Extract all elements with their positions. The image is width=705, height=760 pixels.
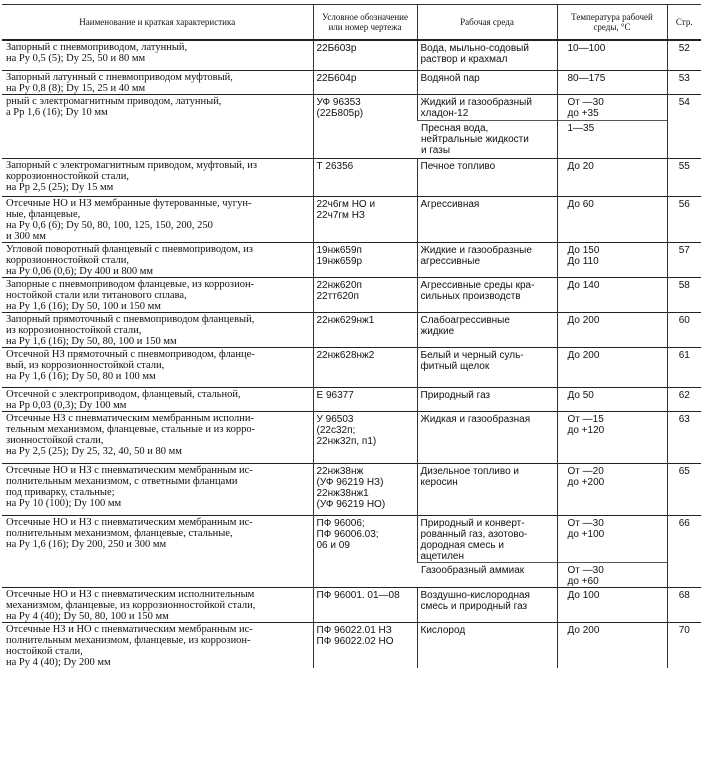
cell-line: ПФ 96022.01 НЗ (316, 624, 392, 636)
cell-line: ностойкой стали, (6, 645, 83, 657)
cell-temp (557, 196, 667, 242)
cell-line: Вода, мыльно-содовый (420, 43, 529, 54)
cell-line: коррозионностойкой стали, (6, 254, 129, 266)
cell-page: 60 (667, 312, 701, 347)
cell-name (2, 196, 313, 242)
cell-page: 53 (667, 70, 701, 94)
cell-temp (557, 562, 667, 587)
cell-line: рный с электромагнитным приводом, латунный, (6, 95, 222, 107)
table-body (2, 40, 701, 668)
cell-temp (557, 387, 667, 411)
cell-line: Агрессивные среды кра- (420, 279, 535, 291)
cell-env (417, 411, 557, 463)
cell-line: Агрессивная (420, 198, 480, 210)
cell-line: Кислород (420, 624, 466, 636)
table-row (2, 277, 701, 312)
cell-env (417, 196, 557, 242)
cell-line: 22нж628нж2 (316, 349, 375, 361)
cell-line: Отсечные НО и НЗ мембранные футерованные, чугун- (6, 197, 252, 209)
cell-temp (557, 120, 667, 158)
cell-line: 22ч7гм НЗ (316, 209, 365, 221)
valves-table (2, 4, 701, 668)
cell-line: смесь и природный газ (420, 600, 528, 612)
cell-page: 57 (667, 242, 701, 277)
cell-line: на Pу 10 (100); Dу 100 мм (6, 497, 122, 509)
cell-page: 65 (667, 463, 701, 515)
cell-env (417, 40, 557, 70)
cell-line: Отсечные НО и НЗ с пневматическим мембранным ис- (6, 464, 253, 476)
cell-line: От —20 (567, 465, 604, 477)
cell-name (2, 515, 313, 587)
cell-name (2, 347, 313, 387)
cell-temp (557, 622, 667, 668)
cell-env (417, 387, 557, 411)
cell-temp (557, 158, 667, 196)
cell-line: Печное топливо (420, 160, 496, 172)
cell-line: ностойкой стали или титанового сплава, (6, 289, 187, 301)
cell-line: и 300 мм (6, 230, 46, 242)
table-row (2, 411, 701, 463)
cell-line: и газы (421, 144, 451, 156)
header-name: Наименование и краткая характеристика (2, 5, 313, 41)
cell-page: 61 (667, 347, 701, 387)
cell-env (417, 562, 557, 587)
cell-line: на Pр 2,5 (25); Dу 15 мм (6, 181, 114, 193)
cell-code (313, 196, 417, 242)
cell-env (417, 70, 557, 94)
cell-env (417, 515, 557, 562)
cell-name (2, 158, 313, 196)
cell-temp (557, 94, 667, 120)
cell-line: на Pр 0,03 (0,3); Dу 100 мм (6, 399, 127, 411)
cell-line: До 200 (567, 349, 600, 361)
cell-line: Природный и конверт- (420, 517, 525, 529)
cell-line: хладон-12 (420, 107, 469, 119)
table-row (2, 587, 701, 622)
cell-line: Жидкие и газообразные (420, 244, 532, 256)
cell-line: (22Б805р) (316, 107, 364, 119)
cell-line: тельным механизмом, фланцевые, стальные и из корро- (6, 423, 256, 435)
cell-line: 19нж659п (316, 244, 362, 256)
cell-line: из коррозионностойкой стали, (6, 324, 142, 336)
cell-temp (557, 40, 667, 70)
cell-line: на Pу 1,6 (16); Dу 50, 80, 100 и 150 мм (6, 335, 177, 347)
cell-line: Природный газ (420, 389, 491, 401)
cell-env (417, 463, 557, 515)
cell-line: вый, из коррозионностойкой стали, (6, 359, 165, 371)
table-row (2, 312, 701, 347)
cell-line: ПФ 96006.03; (316, 528, 379, 540)
cell-line: а Pр 1,6 (16); Dу 10 мм (6, 106, 108, 118)
cell-line: полнительным механизмом, с ответными фланцами (6, 475, 238, 487)
cell-env (417, 120, 557, 158)
cell-line: 10—100 (567, 43, 606, 54)
cell-line: полнительным механизмом, фланцевые, стальные, (6, 527, 233, 539)
cell-line: на Pу 0,06 (0,6); Dу 400 и 800 мм (6, 265, 154, 277)
cell-env (417, 158, 557, 196)
cell-code (313, 312, 417, 347)
table-row (2, 94, 701, 120)
cell-env (417, 242, 557, 277)
cell-line: на Pу 1,6 (16); Dу 200, 250 и 300 мм (6, 538, 167, 550)
cell-line: на Pу 0,6 (6); Dу 50, 80, 100, 125, 150, 200, 250 (6, 219, 213, 231)
cell-line: 1—35 (567, 122, 595, 134)
cell-line: до +35 (567, 107, 599, 119)
cell-code (313, 515, 417, 587)
cell-line: на Pу 2,5 (25); Dу 25, 32, 40, 50 и 80 мм (6, 445, 182, 457)
cell-line: на Pу 1,6 (16); Dу 50, 80 и 100 мм (6, 370, 156, 382)
cell-line: Отсечной НЗ прямоточный с пневмоприводом, фланце- (6, 348, 255, 360)
cell-line: ацетилен (420, 550, 464, 562)
header-page: Стр. (667, 5, 701, 41)
cell-line: Отсечные НО и НЗ с пневматическим мембранным ис- (6, 516, 253, 528)
cell-page: 56 (667, 196, 701, 242)
cell-line: (УФ 96219 НЗ) (316, 476, 384, 488)
cell-code (313, 94, 417, 158)
cell-code (313, 277, 417, 312)
cell-line: Отсечные НЗ и НО с пневматическим мембранным ис- (6, 623, 253, 635)
cell-line: фитный щелок (420, 360, 490, 372)
header-code: Условное обозначение или номер чертежа (313, 5, 417, 41)
cell-page: 70 (667, 622, 701, 668)
cell-code (313, 411, 417, 463)
cell-page: 58 (667, 277, 701, 312)
cell-temp (557, 347, 667, 387)
cell-line: Т 26356 (316, 160, 354, 172)
cell-line: 22нж38нж (316, 465, 364, 477)
table-row (2, 387, 701, 411)
cell-page: 68 (667, 587, 701, 622)
cell-line: 22ч6гм НО и (316, 198, 376, 210)
cell-line: 06 и 09 (316, 539, 350, 551)
table-row (2, 70, 701, 94)
table-row (2, 515, 701, 562)
cell-name (2, 587, 313, 622)
table-row (2, 242, 701, 277)
cell-line: От —30 (567, 96, 604, 108)
cell-line: ПФ 96001. 01—08 (316, 589, 400, 601)
cell-line: на Pу 0,5 (5); Dу 25, 50 и 80 мм (6, 53, 146, 64)
cell-env (417, 622, 557, 668)
cell-name (2, 94, 313, 158)
cell-name (2, 411, 313, 463)
cell-code (313, 158, 417, 196)
cell-env (417, 312, 557, 347)
cell-line: коррозионностойкой стали, (6, 170, 129, 182)
cell-line: Запорный с пневмоприводом, латунный, (6, 42, 188, 53)
cell-line: До 50 (567, 389, 594, 401)
cell-line: до +200 (567, 476, 605, 488)
cell-page: 62 (667, 387, 701, 411)
cell-line: жидкие (420, 325, 455, 337)
cell-line: рованный газ, азотово- (420, 528, 528, 540)
cell-line: до +100 (567, 528, 605, 540)
cell-line: ПФ 96022.02 НО (316, 635, 394, 647)
cell-line: 80—175 (567, 72, 606, 84)
cell-page: 63 (667, 411, 701, 463)
cell-line: механизмом, фланцевые, из коррозионностойкой стали, (6, 599, 256, 611)
cell-line: 22Б603р (316, 43, 357, 54)
cell-line: (УФ 96219 НО) (316, 498, 386, 510)
cell-line: От —30 (567, 517, 604, 529)
table-row (2, 347, 701, 387)
cell-line: (22с32п; (316, 424, 356, 436)
cell-env (417, 277, 557, 312)
cell-line: 22нж629нж1 (316, 314, 375, 326)
cell-line: сильных производств (420, 290, 521, 302)
cell-line: Запорный с электромагнитным приводом, муфтовый, из (6, 159, 258, 171)
cell-line: Угловой поворотный фланцевый с пневмоприводом, из (6, 243, 253, 255)
cell-line: Газообразный аммиак (421, 564, 525, 576)
cell-line: 22тт620п (316, 290, 359, 302)
cell-line: Слабоагрессивные (420, 314, 510, 326)
header-env: Рабочая среда (417, 5, 557, 41)
cell-line: У 96503 (316, 413, 354, 425)
cell-page: 66 (667, 515, 701, 587)
cell-name (2, 312, 313, 347)
header-temp: Температура рабочей среды, °С (557, 5, 667, 41)
cell-temp (557, 70, 667, 94)
cell-temp (557, 312, 667, 347)
cell-code (313, 347, 417, 387)
cell-line: Жидкая и газообразная (420, 413, 531, 425)
table-row (2, 158, 701, 196)
cell-line: 22нж38нж1 (316, 487, 369, 499)
cell-line: До 200 (567, 314, 600, 326)
cell-line: раствор и крахмал (420, 54, 508, 65)
cell-line: Белый и черный суль- (420, 349, 524, 361)
table-row (2, 40, 701, 70)
cell-line: Отсечные НО и НЗ с пневматическим исполнительным (6, 588, 255, 600)
cell-page: 52 (667, 40, 701, 70)
cell-temp (557, 242, 667, 277)
cell-line: под приварку, стальные; (6, 486, 115, 498)
cell-name (2, 40, 313, 70)
cell-code (313, 242, 417, 277)
cell-line: Е 96377 (316, 389, 354, 401)
cell-line: 22нж620п (316, 279, 362, 291)
cell-code (313, 587, 417, 622)
cell-name (2, 463, 313, 515)
cell-line: Отсечной с электроприводом, фланцевый, стальной, (6, 388, 241, 400)
cell-temp (557, 587, 667, 622)
cell-line: нейтральные жидкости (421, 133, 529, 145)
cell-line: Воздушно-кислородная (420, 589, 530, 601)
cell-page: 55 (667, 158, 701, 196)
cell-env (417, 347, 557, 387)
cell-line: 22Б604р (316, 72, 357, 84)
cell-line: Жидкий и газообразный (420, 96, 532, 108)
cell-line: ные, фланцевые, (6, 208, 81, 220)
cell-line: 22нж32п, п1) (316, 435, 377, 447)
cell-line: до +60 (567, 575, 599, 587)
cell-temp (557, 463, 667, 515)
table-row (2, 196, 701, 242)
cell-line: Пресная вода, (421, 122, 489, 134)
cell-name (2, 277, 313, 312)
cell-line: До 110 (567, 255, 599, 267)
cell-line: Отсечные НЗ с пневматическим мембранным исполни- (6, 412, 254, 424)
cell-env (417, 587, 557, 622)
cell-temp (557, 277, 667, 312)
cell-line: До 100 (567, 589, 600, 601)
cell-line: До 60 (567, 198, 594, 210)
table-row (2, 463, 701, 515)
cell-line: Запорный латунный с пневмоприводом муфтовый, (6, 71, 233, 83)
cell-code (313, 622, 417, 668)
cell-line: Запорный прямоточный с пневмоприводом фланцевый, (6, 313, 255, 325)
cell-line: До 20 (567, 160, 594, 172)
cell-name (2, 622, 313, 668)
cell-line: Водяной пар (420, 72, 480, 84)
cell-code (313, 40, 417, 70)
cell-line: зионностойкой стали, (6, 434, 104, 446)
cell-temp (557, 411, 667, 463)
cell-line: 19нж659р (316, 255, 363, 267)
cell-temp (557, 515, 667, 562)
cell-line: на Pу 0,8 (8); Dу 15, 25 и 40 мм (6, 82, 146, 94)
cell-code (313, 70, 417, 94)
cell-line: на Pу 4 (40); Dу 200 мм (6, 656, 111, 668)
cell-line: УФ 96353 (316, 96, 361, 108)
cell-line: полнительным механизмом, фланцевые, из коррозион- (6, 634, 251, 646)
cell-name (2, 387, 313, 411)
cell-line: ПФ 96006; (316, 517, 365, 529)
cell-line: Дизельное топливо и (420, 465, 520, 477)
cell-line: До 200 (567, 624, 600, 636)
cell-line: Запорные с пневмоприводом фланцевые, из коррозион- (6, 278, 255, 290)
cell-line: керосин (420, 476, 458, 488)
cell-name (2, 242, 313, 277)
cell-line: агрессивные (420, 255, 481, 267)
cell-line: До 150 (567, 244, 600, 256)
cell-line: От —30 (567, 564, 604, 576)
cell-line: до +120 (567, 424, 605, 436)
table-header-row (2, 5, 701, 41)
cell-code (313, 387, 417, 411)
cell-line: дородная смесь и (420, 539, 504, 551)
cell-code (313, 463, 417, 515)
cell-line: До 140 (567, 279, 600, 291)
cell-name (2, 70, 313, 94)
cell-page: 54 (667, 94, 701, 158)
cell-line: на Pу 4 (40); Dу 50, 80, 100 и 150 мм (6, 610, 169, 622)
cell-line: на Pу 1,6 (16); Dу 50, 100 и 150 мм (6, 300, 161, 312)
cell-env (417, 94, 557, 120)
table-row (2, 622, 701, 668)
cell-line: От —15 (567, 413, 604, 425)
